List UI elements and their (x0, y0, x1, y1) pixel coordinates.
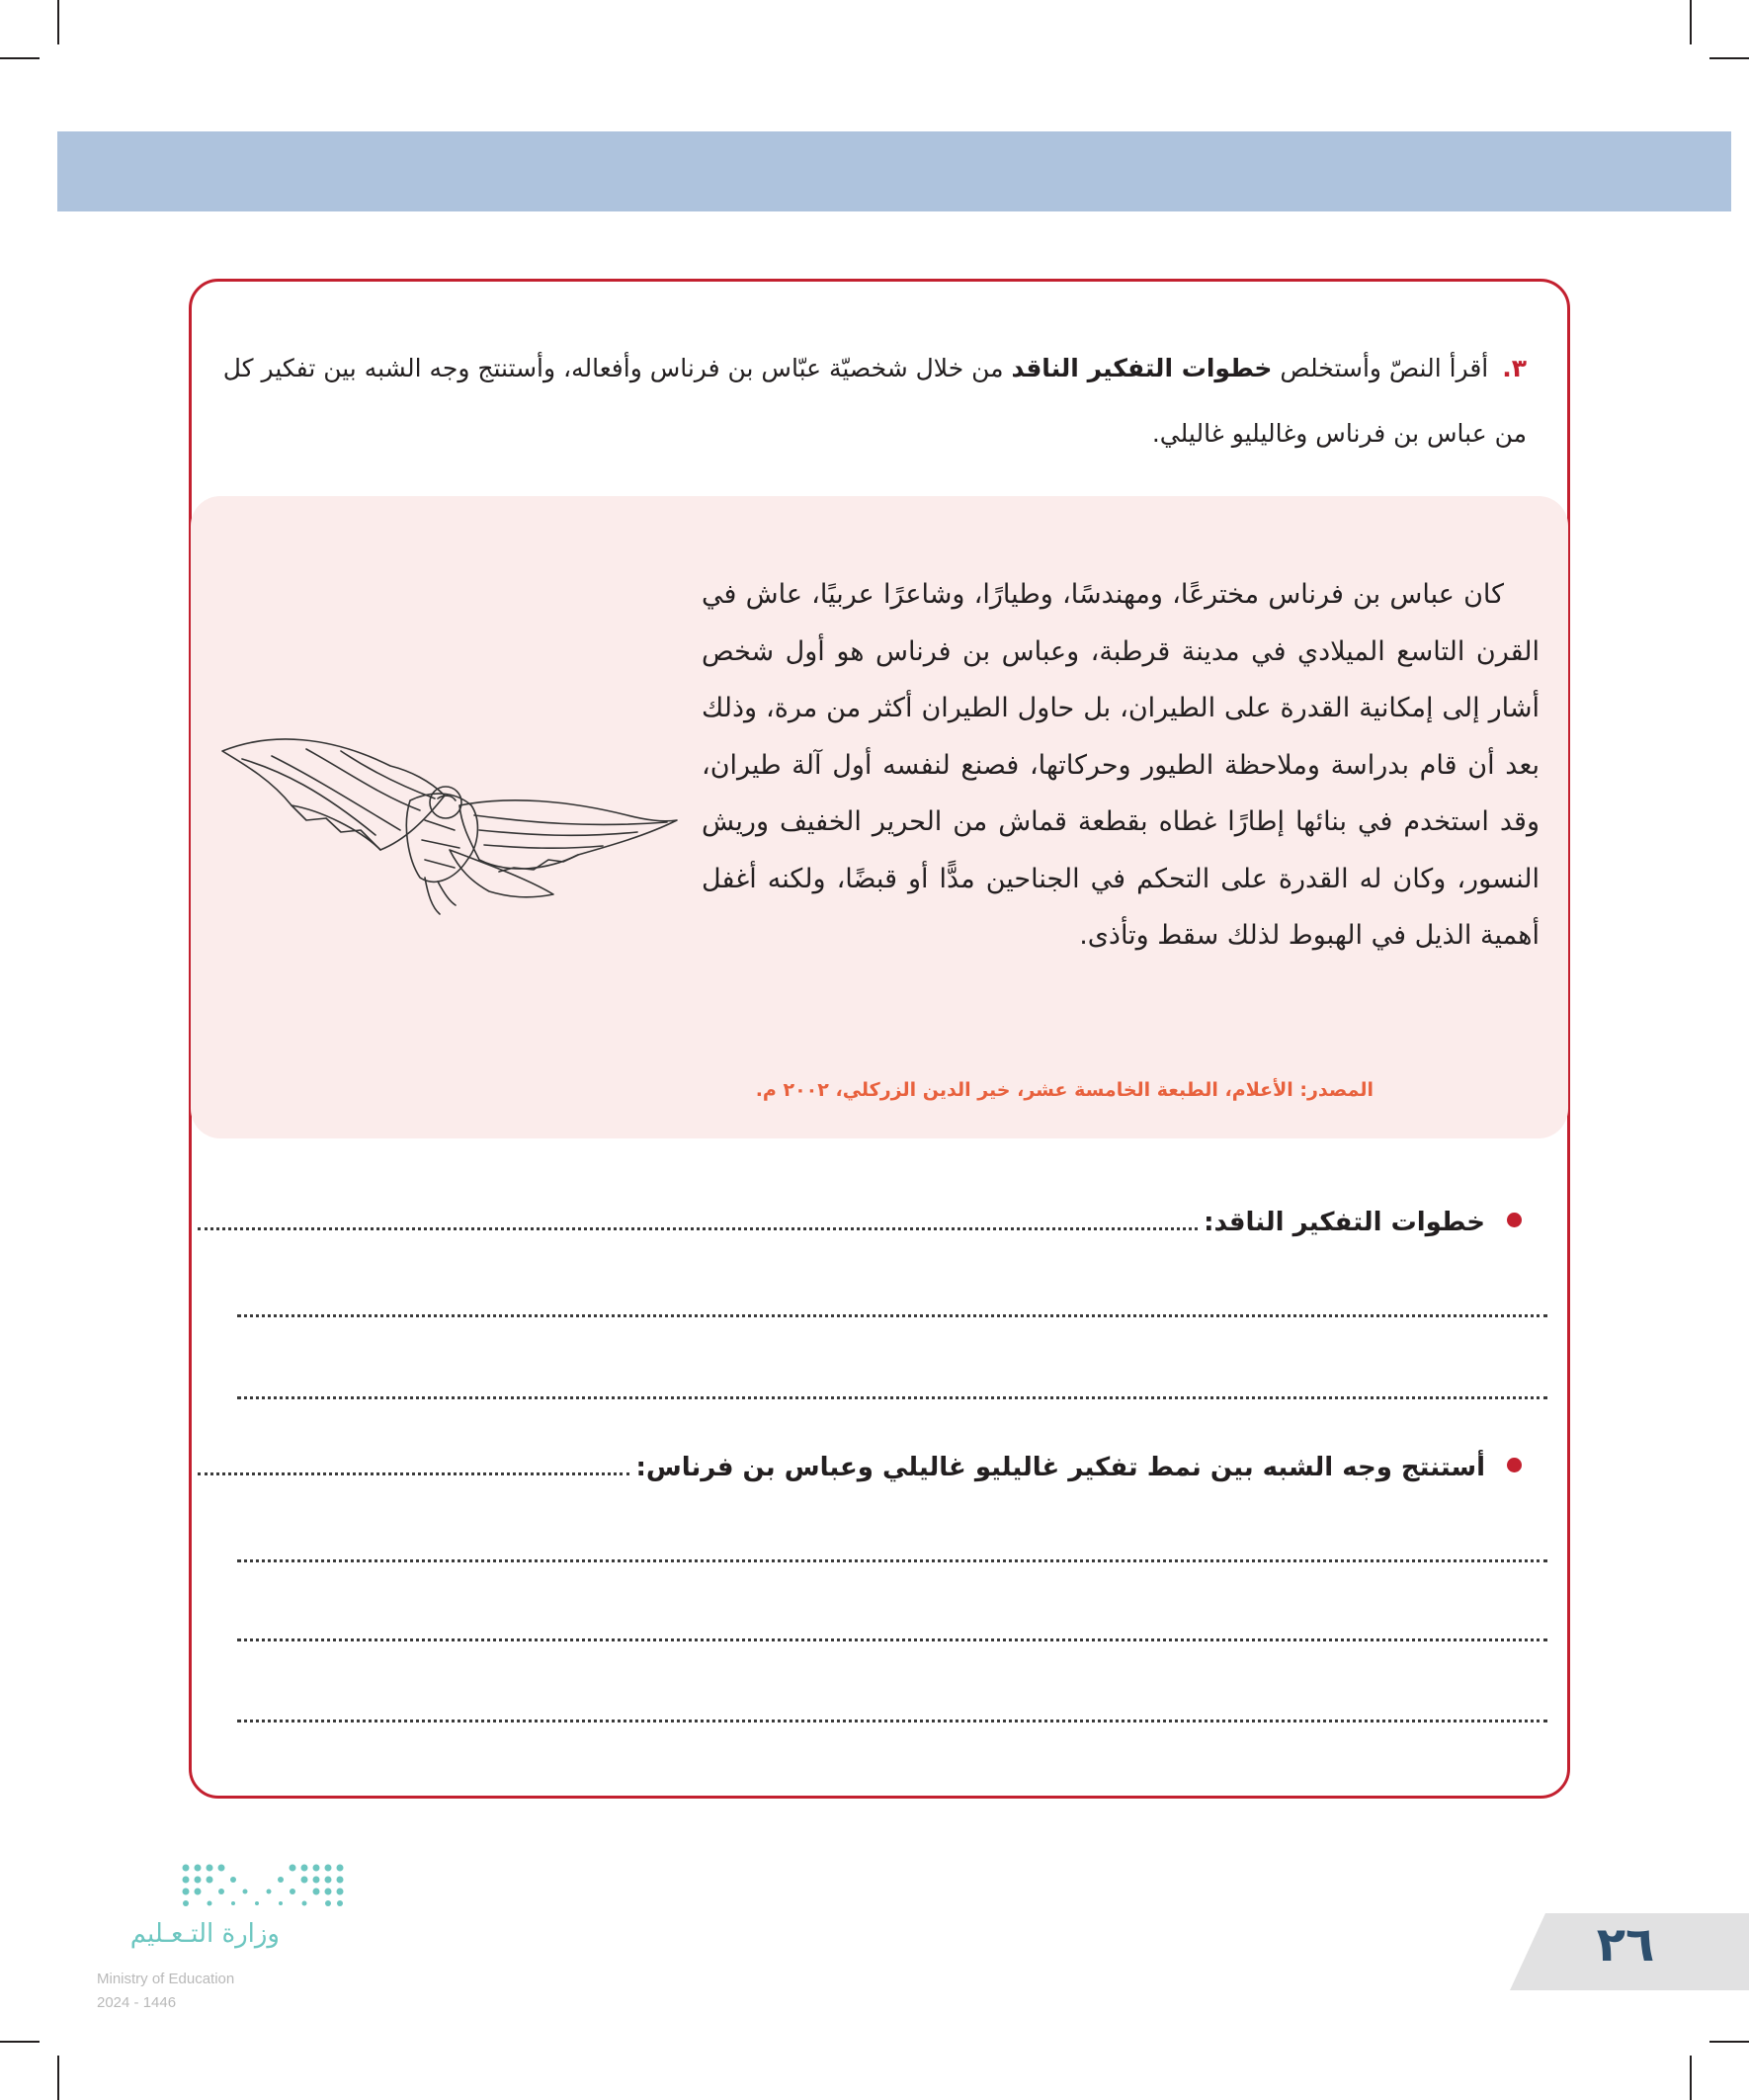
crop-mark (1709, 2041, 1749, 2043)
crop-mark (1690, 2056, 1692, 2100)
crop-mark (1690, 0, 1692, 44)
ministry-logo (97, 1858, 374, 2016)
similarity-label: أستنتج وجه الشبه بين نمط تفكير غاليليو غاليلي وعباس بن فرناس: (635, 1453, 1485, 1482)
question-number: ٣. (1502, 354, 1527, 382)
aviator-body (406, 794, 477, 882)
right-wing (459, 800, 677, 869)
crop-mark (57, 0, 59, 44)
edition-year: 2024 - 1446 (97, 1994, 177, 2011)
question-part1: أقرأ النصّ وأستخلص (1280, 354, 1489, 382)
passage-source: المصدر: الأعلام، الطبعة الخامسة عشر، خير الدين الزركلي، ٢٠٠٢ م. (755, 1079, 1374, 1101)
answer-line[interactable] (237, 1396, 1547, 1399)
question-text (203, 336, 1527, 466)
answer-line[interactable] (198, 1208, 1198, 1230)
ministry-name-en: Ministry of Education (97, 1971, 235, 1987)
similarity-row (198, 1453, 1522, 1492)
answer-line[interactable] (237, 1314, 1547, 1317)
crop-mark (0, 57, 40, 59)
question-bold: خطوات التفكير الناقد (1011, 354, 1273, 382)
page-number: ٢٦ (1596, 1917, 1655, 1973)
flying-machine-illustration (212, 712, 687, 929)
bullet-icon (1507, 1213, 1522, 1227)
left-wing (222, 739, 445, 850)
answer-line[interactable] (237, 1638, 1547, 1641)
critical-steps-row (198, 1208, 1522, 1247)
ministry-dots-icon (176, 1858, 354, 1917)
crop-mark (57, 2056, 59, 2100)
critical-steps-label: خطوات التفكير الناقد: (1204, 1208, 1485, 1237)
crop-mark (0, 2041, 40, 2043)
answer-line[interactable] (237, 1720, 1547, 1722)
header-band (57, 131, 1731, 211)
question-part2: من خلال شخصيّة عبّاس بن فرناس وأفعاله، وأستنتج وجه الشبه بين تفكير كل من عباس بن فرناس وغاليليو غاليلي. (222, 354, 1527, 448)
answer-line[interactable] (198, 1453, 629, 1475)
passage-text (702, 566, 1540, 965)
ministry-name-ar: وزارة التـعـليم (129, 1919, 280, 1949)
passage-body: كان عباس بن فرناس مخترعًا، ومهندسًا، وطيارًا، وشاعرًا عربيًا، عاش في القرن التاسع الميلادي في مدينة قرطبة، وعباس بن فرناس هو أول شخص أشار إلى إمكانية القدرة على الطيران، بل حاول الطيران أكثر من مرة، وذلك بعد أن قام بدراسة وملاحظة الطيور وحركاتها، فصنع لنفسه أول آلة طيران، وقد استخدم في بنائها إطارًا غطاه بقطعة قماش من الحرير الخفيف وريش النسور، وكان له القدرة على التحكم في الجناحين مدًّا أو قبضًا، ولكنه أغفل أهمية الذيل في الهبوط لذلك سقط وتأذى. (702, 579, 1540, 951)
crop-mark (1709, 57, 1749, 59)
bullet-icon (1507, 1458, 1522, 1472)
answer-line[interactable] (237, 1559, 1547, 1562)
